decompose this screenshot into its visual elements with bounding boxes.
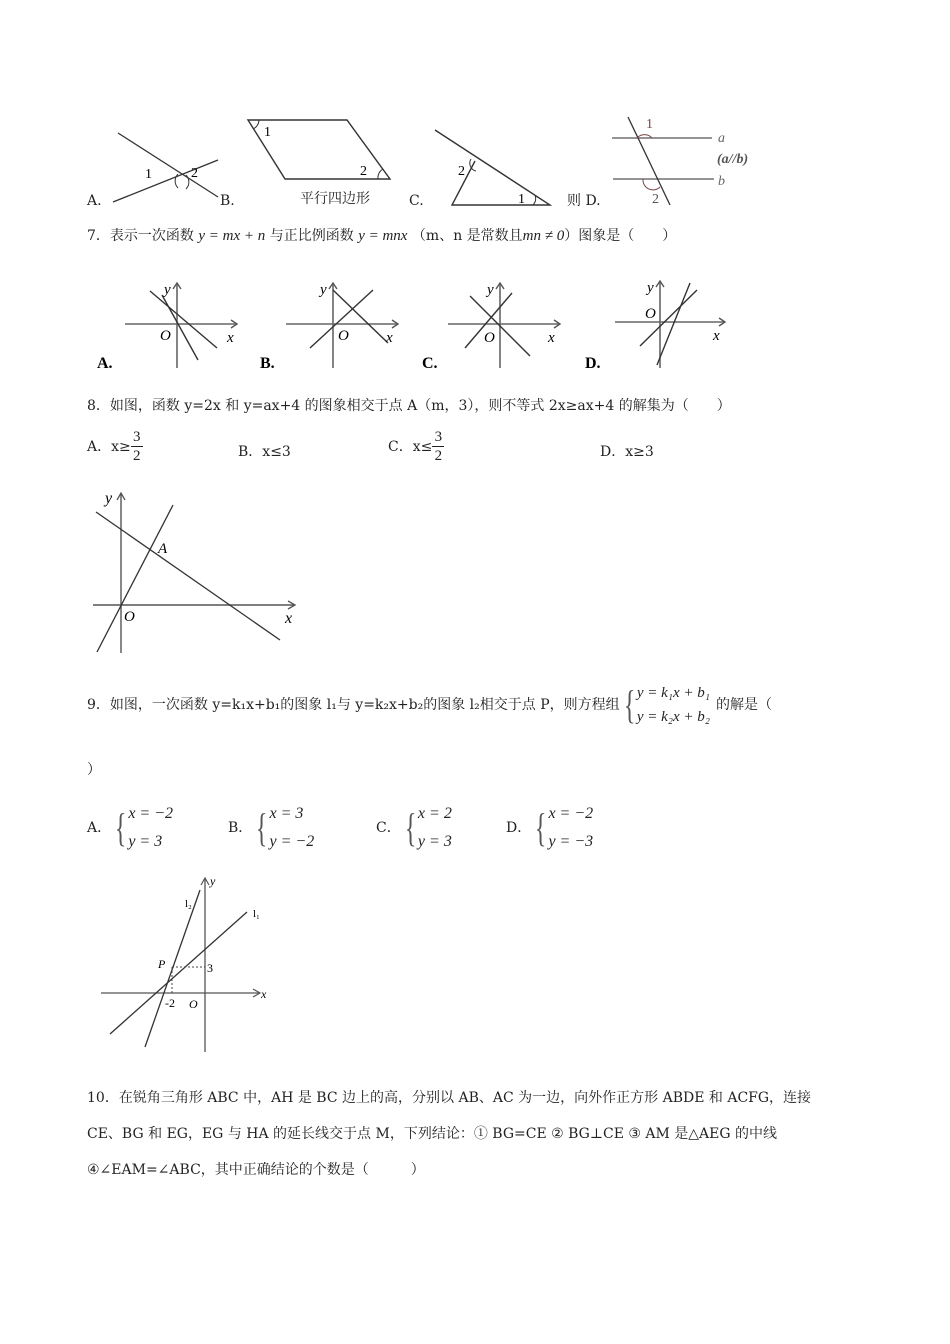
svg-text:1: 1 [264, 125, 271, 140]
q6-figure-a-intersecting-lines [108, 125, 228, 210]
q8-option-a[interactable]: A． x≥ $\frac{3}{2}$ [87, 428, 143, 465]
q10-line-1: 10．在锐角三角形 ABC 中，AH 是 BC 边上的高，分别以 AB、AC 为一边，向外作正方形 ABDE 和 ACFG，连接 [87, 1090, 812, 1106]
q8-option-d[interactable]: D．x≥3 [600, 444, 654, 460]
angle-2-label: 2 [191, 166, 198, 181]
svg-text:1: 1 [518, 192, 525, 207]
svg-text:O: O [338, 328, 349, 344]
svg-text:l₁: l₁ [253, 908, 260, 920]
svg-text:x: x [285, 610, 293, 627]
svg-text:y: y [210, 874, 216, 888]
q6-option-c-label: C. [409, 193, 424, 209]
q10-line-2: CE、BG 和 EG，EG 与 HA 的延长线交于点 M，下列结论：① BG=CE ② BG⊥CE ③ AM 是△AEG 的中线 [87, 1126, 778, 1142]
svg-text:x: x [261, 987, 267, 1001]
svg-text:1: 1 [646, 117, 653, 132]
q7-option-a-graph[interactable] [92, 268, 242, 373]
q8-option-c[interactable]: C． x≤ $\frac{3}{2}$ [388, 428, 444, 465]
svg-text:2: 2 [652, 192, 659, 207]
q9-option-a[interactable]: A． { x = −2 y = 3 [87, 805, 174, 850]
svg-text:y: y [647, 280, 654, 296]
svg-text:O: O [484, 330, 495, 346]
svg-text:y: y [105, 490, 113, 507]
svg-text:x: x [713, 328, 720, 344]
svg-text:P: P [158, 957, 166, 971]
q9-question: 9．如图，一次函数 y=k₁x+b₁的图象 l₁与 y=k₂x+b₂的图象 l₂相交于点 P，则方程组 { y = k₁x + b₁ y = k₂x + b₂ 的解是（ [87, 682, 772, 727]
svg-text:3: 3 [207, 961, 213, 975]
svg-text:(a//b): (a//b) [717, 152, 749, 167]
svg-text:2: 2 [458, 164, 465, 179]
svg-text:x: x [548, 330, 555, 346]
q6-option-d-label: 则 D. [567, 193, 601, 209]
svg-text:a: a [718, 131, 725, 146]
q9-option-b[interactable]: B． { x = 3 y = −2 [228, 805, 315, 850]
q7-option-d-graph[interactable] [585, 268, 735, 373]
svg-text:l₂: l₂ [185, 898, 192, 910]
svg-text:C.: C. [422, 355, 438, 372]
q6-parallelogram-caption: 平行四边形 [300, 191, 370, 207]
svg-text:O: O [645, 306, 656, 322]
q6-figure-d-parallel-lines [610, 110, 780, 210]
q10-line-3: ④∠EAM=∠ABC，其中正确结论的个数是（ ） [87, 1162, 425, 1178]
svg-text:A: A [158, 541, 168, 557]
svg-text:A.: A. [97, 355, 113, 372]
q9-equation-system: { y = k₁x + b₁ y = k₂x + b₂ [623, 682, 710, 727]
q8-option-b[interactable]: B．x≤3 [238, 444, 291, 460]
q7-option-c-graph[interactable] [420, 268, 570, 373]
svg-text:O: O [124, 609, 135, 625]
svg-text:-2: -2 [165, 996, 175, 1010]
q9-close-paren: ） [87, 762, 101, 778]
svg-text:D.: D. [585, 355, 601, 372]
svg-text:B.: B. [260, 355, 275, 372]
q8-question: 8．如图，函数 y=2x 和 y=ax+4 的图象相交于点 A（m，3），则不等式 2x≥ax+4 的解集为（ ） [87, 398, 731, 414]
q7-question: 7．表示一次函数 y = mx + n 与正比例函数 y = mnx （m、n 是常数且mn ≠ 0）图象是（ ） [87, 228, 677, 244]
q6-figure-c-triangle [430, 125, 555, 210]
q6-option-b-label: B. [220, 193, 235, 209]
svg-text:2: 2 [360, 164, 367, 179]
svg-text:y: y [320, 282, 327, 298]
svg-text:O: O [160, 328, 171, 344]
q6-figure-b-parallelogram [245, 115, 395, 185]
q9-figure-graph [95, 872, 280, 1054]
svg-text:b: b [718, 174, 725, 189]
svg-text:x: x [227, 330, 234, 346]
svg-text:x: x [386, 330, 393, 346]
q9-option-d[interactable]: D． { x = −2 y = −3 [506, 805, 594, 850]
angle-1-label: 1 [145, 167, 152, 182]
q9-option-c[interactable]: C． { x = 2 y = 3 [376, 805, 452, 850]
q6-option-a-label: A. [87, 193, 102, 209]
svg-text:O: O [189, 997, 198, 1011]
q8-figure-graph [85, 485, 305, 660]
q7-option-b-graph[interactable] [258, 268, 408, 373]
svg-text:y: y [487, 282, 494, 298]
svg-text:y: y [164, 282, 171, 298]
